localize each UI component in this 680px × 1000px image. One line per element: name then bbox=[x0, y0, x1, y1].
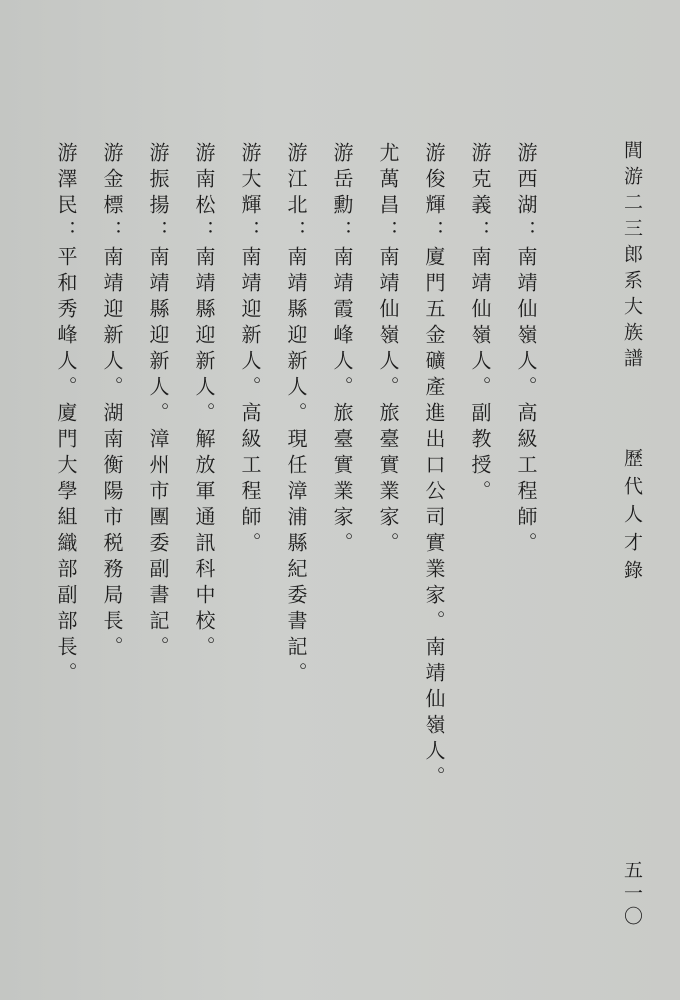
entry-column bbox=[516, 142, 536, 558]
section-title: 歷代人才錄 bbox=[621, 448, 643, 588]
entry-text: ：南靖縣迎新人。漳州市團委副書記。 bbox=[146, 220, 170, 662]
entry-name: 游西湖 bbox=[514, 142, 538, 220]
entry-column bbox=[56, 142, 76, 688]
entry-column bbox=[470, 142, 490, 506]
entry-text: ：南靖縣迎新人。解放軍通訊科中校。 bbox=[192, 220, 216, 662]
entry-text: ：廈門五金礦產進出口公司實業家。南靖仙嶺人。 bbox=[422, 220, 446, 792]
entry-text: ：南靖仙嶺人。旅臺實業家。 bbox=[376, 220, 400, 558]
entry-column bbox=[102, 142, 122, 662]
page-number: 五一〇 bbox=[621, 860, 643, 929]
entry-name: 游振揚 bbox=[146, 142, 170, 220]
entry-name: 游南松 bbox=[192, 142, 216, 220]
entry-column bbox=[286, 142, 306, 688]
entry-name: 游岳勳 bbox=[330, 142, 354, 220]
entry-name: 游俊輝 bbox=[422, 142, 446, 220]
entry-text: ：平和秀峰人。廈門大學組織部副部長。 bbox=[54, 220, 78, 688]
entry-name: 游克義 bbox=[468, 142, 492, 220]
entry-column bbox=[194, 142, 214, 662]
entry-name: 游江北 bbox=[284, 142, 308, 220]
entry-name: 游金標 bbox=[100, 142, 124, 220]
entry-column bbox=[378, 142, 398, 558]
entry-text: ：南靖迎新人。湖南衡陽市税務局長。 bbox=[100, 220, 124, 662]
entry-column bbox=[424, 142, 444, 792]
entry-name: 尤萬昌 bbox=[376, 142, 400, 220]
entry-text: ：南靖仙嶺人。高級工程師。 bbox=[514, 220, 538, 558]
entry-text: ：南靖仙嶺人。副教授。 bbox=[468, 220, 492, 506]
entry-column bbox=[148, 142, 168, 662]
entry-text: ：南靖縣迎新人。現任漳浦縣紀委書記。 bbox=[284, 220, 308, 688]
entry-name: 游澤民 bbox=[54, 142, 78, 220]
entry-text: ：南靖霞峰人。旅臺實業家。 bbox=[330, 220, 354, 558]
entries-list bbox=[0, 142, 680, 942]
entry-column bbox=[332, 142, 352, 558]
book-title: 閭游二三郎系大族譜 bbox=[621, 140, 643, 374]
entry-name: 游大輝 bbox=[238, 142, 262, 220]
entry-text: ：南靖迎新人。高級工程師。 bbox=[238, 220, 262, 558]
entry-column bbox=[240, 142, 260, 558]
